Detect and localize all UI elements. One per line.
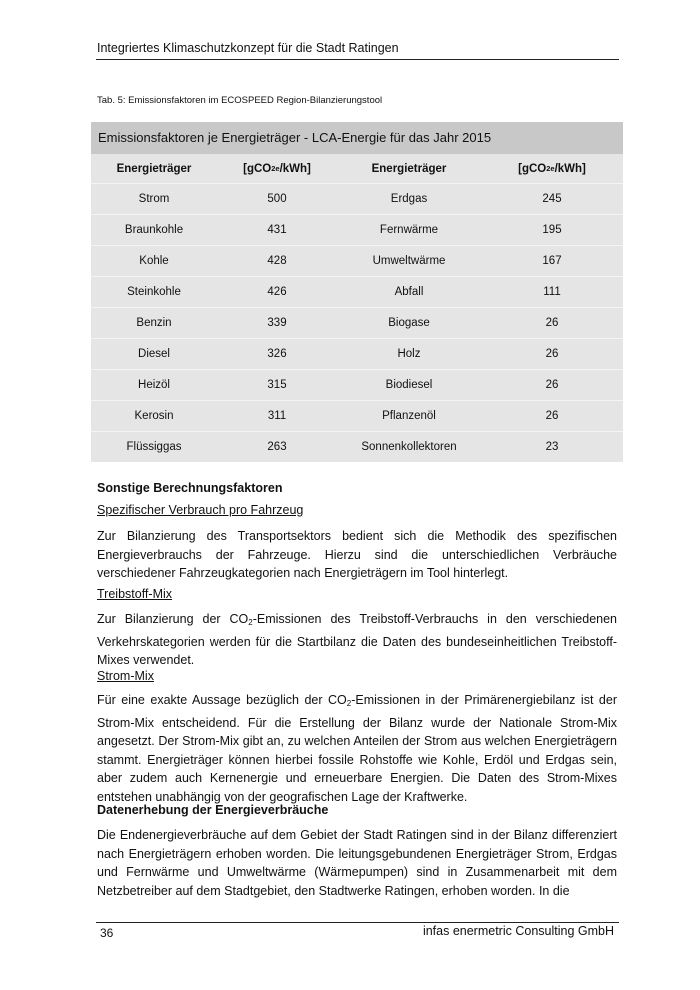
table-title: Emissionsfaktoren je Energieträger - LCA-Energie für das Jahr 2015 [91, 122, 623, 154]
carrier-cell: Biogase [388, 317, 430, 329]
heading-sonstige: Sonstige Berechnungsfaktoren [97, 481, 283, 495]
subheading-strom-mix: Strom-Mix [97, 669, 154, 683]
paragraph-datenerhebung: Die Endenergieverbräuche auf dem Gebiet der Stadt Ratingen sind in der Bilanz differenziert nach Energieträgern erhoben worden. Die leitungsgebundenen Energieträger Strom, Erdgas und Fernwärme und Umweltwärme (Wärmepumpen) sind in Zusammenarbeit mit dem Netzbetreiber auf dem Stadtgebiet, den Stadtwerke Ratingen, erhoben worden. In die [97, 828, 617, 898]
carrier-cell: Abfall [394, 286, 424, 298]
carrier-cell: Heizöl [138, 379, 170, 391]
table-row [91, 184, 623, 215]
value-cell: 426 [267, 286, 287, 298]
subheading-treibstoff-mix: Treibstoff-Mix [97, 587, 173, 601]
value-cell: 26 [545, 379, 559, 391]
value-cell: 26 [545, 410, 559, 422]
carrier-cell: Steinkohle [127, 286, 181, 298]
table-row [91, 370, 623, 401]
carrier-cell: Flüssiggas [126, 441, 182, 453]
carrier-cell: Erdgas [390, 193, 428, 205]
table-row [91, 432, 623, 462]
carrier-cell: Sonnenkollektoren [361, 441, 457, 453]
value-cell: 326 [267, 348, 287, 360]
table-row [91, 339, 623, 370]
carrier-cell: Kohle [139, 255, 169, 267]
table-row [91, 277, 623, 308]
carrier-cell: Benzin [136, 317, 172, 329]
table-row [91, 308, 623, 339]
paragraph-spezifischer-verbrauch: Zur Bilanzierung des Transportsektors bedient sich die Methodik des spezifischen Energieverbrauchs der Fahrzeuge. Hierzu sind die unterschiedlichen Verbräuche verschiedener Fahrzeugkategorien nach Energieträgern im Tool hinterlegt. [97, 529, 617, 580]
value-cell: 111 [543, 286, 561, 298]
value-cell: 26 [545, 317, 559, 329]
carrier-cell: Kerosin [134, 410, 174, 422]
subheading-spezifischer-verbrauch: Spezifischer Verbrauch pro Fahrzeug [97, 503, 304, 517]
value-cell: 245 [542, 193, 562, 205]
carrier-cell: Pflanzenöl [382, 410, 436, 422]
page-number: 36 [100, 926, 114, 940]
paragraph-strom-mix: Für eine exakte Aussage bezüglich der CO2-Emissionen in der Primärenergiebilanz ist der Strom-Mix entscheidend. Für die Erstellung der Bilanz wurde der Nationale Strom-Mix angesetzt. Der Strom-Mix gibt an, zu welchen Anteilen der Strom aus welchen Energieträgern stammt. Energieträger können hierbei fossile Rohstoffe wie Kohle, Erdöl und Erdgas sein, aber zudem auch Kernenergie und erneuerbare Energien. Die Daten des Strom-Mixes entstehen unabhängig von der geografischen Lage der Kraftwerke. [97, 693, 617, 804]
table-grid [91, 154, 623, 462]
footer-company: infas enermetric Consulting GmbH [422, 924, 614, 938]
table-caption: Tab. 5: Emissionsfaktoren im ECOSPEED Region-Bilanzierungstool [97, 95, 383, 106]
emission-factors-table [91, 122, 623, 462]
carrier-cell: Fernwärme [379, 224, 439, 236]
value-cell: 311 [267, 410, 287, 422]
paragraph-treibstoff-mix: Zur Bilanzierung der CO2-Emissionen des Treibstoff-Verbrauchs in den verschiedenen Verkehrskategorien werden für die Startbilanz die Daten des bundeseinheitlichen Treibstoff-Mixes verwendet. [97, 612, 617, 667]
carrier-cell: Biodiesel [385, 379, 433, 391]
value-cell: 315 [267, 379, 287, 391]
carrier-cell: Umweltwärme [372, 255, 446, 267]
header-carrier-2: Energieträger [371, 162, 447, 175]
header-unit-1: [gCO 2e /kWh] [243, 162, 311, 175]
heading-datenerhebung: Datenerhebung der Energieverbräuche [97, 803, 329, 817]
carrier-cell: Holz [397, 348, 421, 360]
table-row [91, 246, 623, 277]
table-header-row [91, 154, 623, 184]
value-cell: 263 [267, 441, 287, 453]
header-rule [96, 59, 619, 60]
value-cell: 431 [267, 224, 287, 236]
footer-rule [96, 922, 619, 923]
header-carrier-1: Energieträger [116, 162, 192, 175]
table-row [91, 401, 623, 432]
value-cell: 23 [545, 441, 559, 453]
value-cell: 339 [267, 317, 287, 329]
document-header-title: Integriertes Klimaschutzkonzept für die Stadt Ratingen [97, 41, 399, 55]
carrier-cell: Braunkohle [124, 224, 184, 236]
header-unit-2: [gCO 2e /kWh] [518, 162, 586, 175]
value-cell: 195 [542, 224, 562, 236]
value-cell: 500 [267, 193, 287, 205]
value-cell: 26 [545, 348, 559, 360]
carrier-cell: Strom [138, 193, 170, 205]
table-row [91, 215, 623, 246]
value-cell: 428 [267, 255, 287, 267]
carrier-cell: Diesel [138, 348, 170, 360]
value-cell: 167 [542, 255, 562, 267]
